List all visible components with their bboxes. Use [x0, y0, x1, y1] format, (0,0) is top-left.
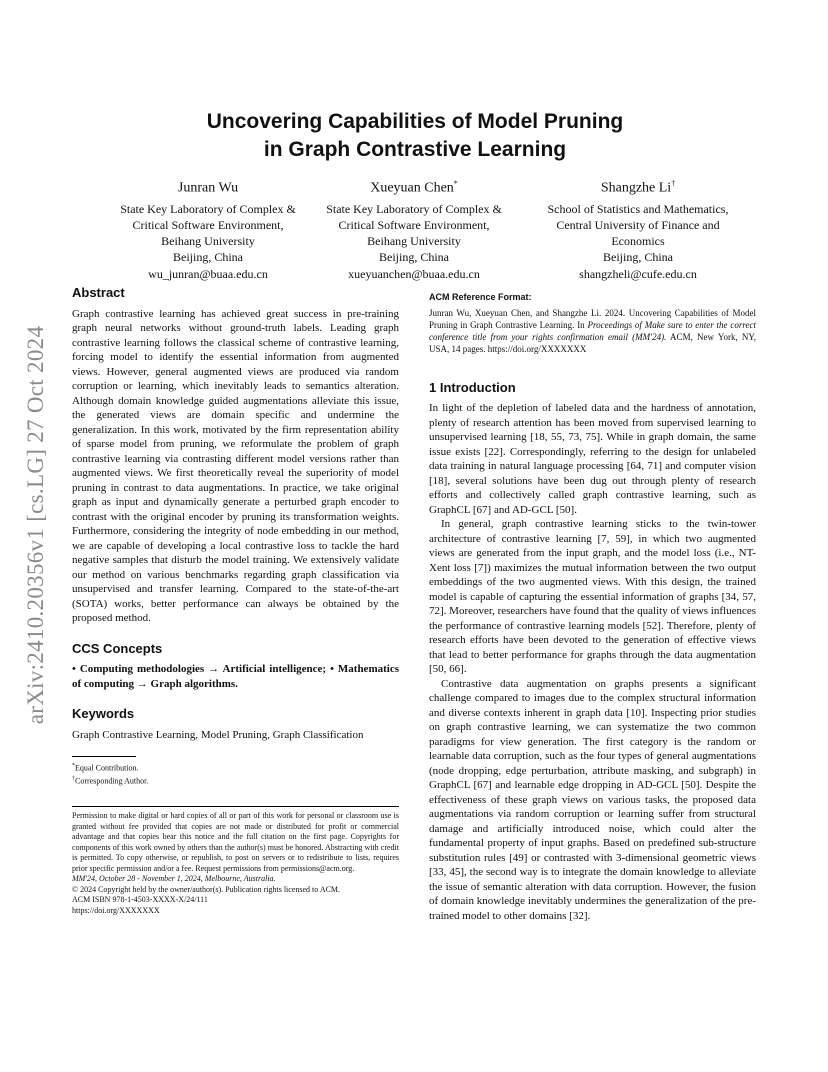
footnote-divider	[72, 756, 136, 757]
copyright-line: © 2024 Copyright held by the owner/author(s). Publication rights licensed to ACM.	[72, 884, 341, 894]
author-email: xueyuanchen@buaa.edu.cn	[348, 266, 480, 281]
arxiv-identifier: arXiv:2410.20356v1 [cs.LG] 27 Oct 2024	[23, 325, 48, 725]
intro-paragraph: Contrastive data augmentation on graphs presents a significant challenge compared to images due to the complex structural information and diverse contexts inherent in graph data [10]. Inspecting prior studies on graph contrastive learning, we can systematize the two common paradigms for view generation. The first category is the random or learnable data corruption, such as the four types of general augmentations (node dropping, edge perturbation, attribute masking, and subgraph) in GraphCL [67] and learnable edge dropping in AD-GCL [50]. Despite the effectiveness of these graph views on various tasks, the proposed data augmentations via random corruption or learning suffer from structural damage and artificially introduced noise, which could alter the fundamental property of input graphs. Based on predefined sub-structure substitution rules [49] or contrasted with 3-dimensional geometric views [33, 45], the second way is to integrate the domain knowledge to alleviate the issue of semantic alteration with data corruption. However, the fusion of domain knowledge inevitably undermines the generalization of the pre-trained model to other domains [32].	[429, 677, 756, 922]
acm-reference-text: Junran Wu, Xueyuan Chen, and Shangzhe Li. 2024. Uncovering Capabilities of Model Pruning in Graph Contrastive Learning. In Proceedings of Make sure to enter the correct conference title from your rights confirmation email (MM'24). ACM, New York, NY, USA, 14 pages. https://doi.org/XXXXXXX	[429, 307, 757, 354]
title-line-1: Uncovering Capabilities of Model Pruning	[206, 110, 624, 133]
author-affiliation-line: State Key Laboratory of Complex &	[326, 201, 502, 216]
paper-title	[120, 108, 710, 164]
intro-paragraph: In general, graph contrastive learning sticks to the twin-tower architecture of contrastive learning [7, 59], in which two augmented views are generated from the input graph, and the model loss (i.e., NT-Xent loss [7]) maximizes the mutual information between the two output embeddings of the two augmented views. With this design, the trained model is capable of capturing the essential information of graphs [34, 57, 72]. Moreover, researchers have found that the quality of views influences the performance of contrastive learning models [52]. Therefore, plenty of research efforts have been devoted to the generation of effective views that lead to better performance for graphs through the data augmentation [50, 66].	[429, 518, 756, 675]
abstract-text: Graph contrastive learning has achieved great success in pre-training graph neural networks without ground-truth labels. Leading graph contrastive learning follows the classical scheme of contrastive learning, forcing model to identify the essential information from augmented views. However, general augmented views are produced via random corruption or learning, which inevitably leads to semantics alteration. Although domain knowledge guided augmentations alleviate this issue, the generated views are domain specific and undermine the generalization. In this work, motivated by the firm representation ability of sparse model from pruning, we reformulate the problem of graph contrastive learning via contrasting different model versions rather than augmented views. We first theoretically reveal the superiority of model pruning in contrast to data augmentations. In practice, we take original graph as input and dynamically generate a perturbed graph encoder to contrast with the original encoder by pruning its transformation weights. Furthermore, considering the integrity of node embedding in our method, we are capable of developing a local contrastive loss to tackle the hard negative samples that disturb the model training. We extensively validate our method on various benchmarks regarding graph classification via unsupervised and transfer learning. Compared to the state-of-the-art (SOTA) works, better performance can always be obtained by the proposed method.	[72, 307, 399, 624]
author-location: Beijing, China	[603, 250, 673, 265]
left-column	[72, 286, 399, 916]
isbn-line: ACM ISBN 978-1-4503-XXXX-X/24/111	[72, 895, 208, 905]
author-block-1	[88, 176, 328, 282]
right-column	[429, 290, 756, 923]
author-affiliation-line: Beihang University	[161, 234, 255, 249]
intro-paragraph: In light of the depletion of labeled data and the hardness of annotation, plenty of research attention has been moved from supervised learning to unsupervised learning [18, 55, 73, 75]. While in graph domain, the same issue exists [22]. Correspondingly, referring to the design for unlabeled data training in natural language processing [64, 71] and computer vision [18], several solutions have been dug out through plenty of research efforts and collectively called graph contrastive learning, such as GraphCL [67] and AD-GCL [50].	[429, 402, 756, 516]
keywords-text: Graph Contrastive Learning, Model Pruning, Graph Classification	[72, 728, 364, 741]
author-name: Xueyuan Chen*	[370, 179, 458, 196]
author-block-2	[294, 176, 534, 282]
acm-reference-heading: ACM Reference Format:	[429, 292, 532, 302]
permission-text: Permission to make digital or hard copies of all or part of this work for personal or classroom use is granted without fee provided that copies are not made or distributed for profit or commercial advantage and that copies bear this notice and the full citation on the first page. Copyrights for components of this work owned by others than the author(s) must be honored. Abstracting with credit is permitted. To copy otherwise, or republish, to post on servers or to redistribute to lists, requires prior specific permission and/or a fee. Request permissions from permissions@acm.org.	[72, 811, 399, 873]
arxiv-sidebar	[22, 290, 50, 760]
author-affiliation-line: School of Statistics and Mathematics,	[547, 201, 729, 216]
keywords-heading: Keywords	[72, 706, 135, 721]
author-affiliation-line: Critical Software Environment,	[132, 218, 284, 233]
author-affiliation-line: Critical Software Environment,	[338, 218, 490, 233]
author-name: Junran Wu	[177, 180, 239, 196]
author-affiliation-line: Beihang University	[367, 234, 461, 249]
doi-link[interactable]: https://doi.org/XXXXXXX	[72, 905, 160, 915]
author-email: wu_junran@buaa.edu.cn	[148, 266, 268, 281]
author-location: Beijing, China	[379, 250, 449, 265]
footnote: *Equal Contribution.	[72, 763, 139, 773]
footnote: †Corresponding Author.	[72, 775, 149, 786]
ccs-text: • Computing methodologies → Artificial intelligence; • Mathematics of computing → Graph algorithms.	[72, 663, 399, 690]
author-affiliation-line: Central University of Finance and	[556, 218, 720, 233]
author-email: shangzheli@cufe.edu.cn	[579, 266, 697, 281]
ccs-heading: CCS Concepts	[72, 640, 163, 656]
author-affiliation-line: State Key Laboratory of Complex &	[120, 201, 296, 216]
permission-block	[72, 806, 399, 916]
author-affiliation-line: Economics	[611, 234, 665, 249]
title-line-2: in Graph Contrastive Learning	[263, 138, 567, 161]
venue-line: MM'24, October 28 - November 1, 2024, Melbourne, Australia.	[72, 874, 276, 884]
author-name: Shangzhe Li†	[600, 179, 676, 196]
introduction-heading: 1 Introduction	[429, 379, 516, 395]
author-block-3	[518, 176, 758, 282]
abstract-heading: Abstract	[72, 285, 125, 300]
author-location: Beijing, China	[173, 250, 243, 265]
